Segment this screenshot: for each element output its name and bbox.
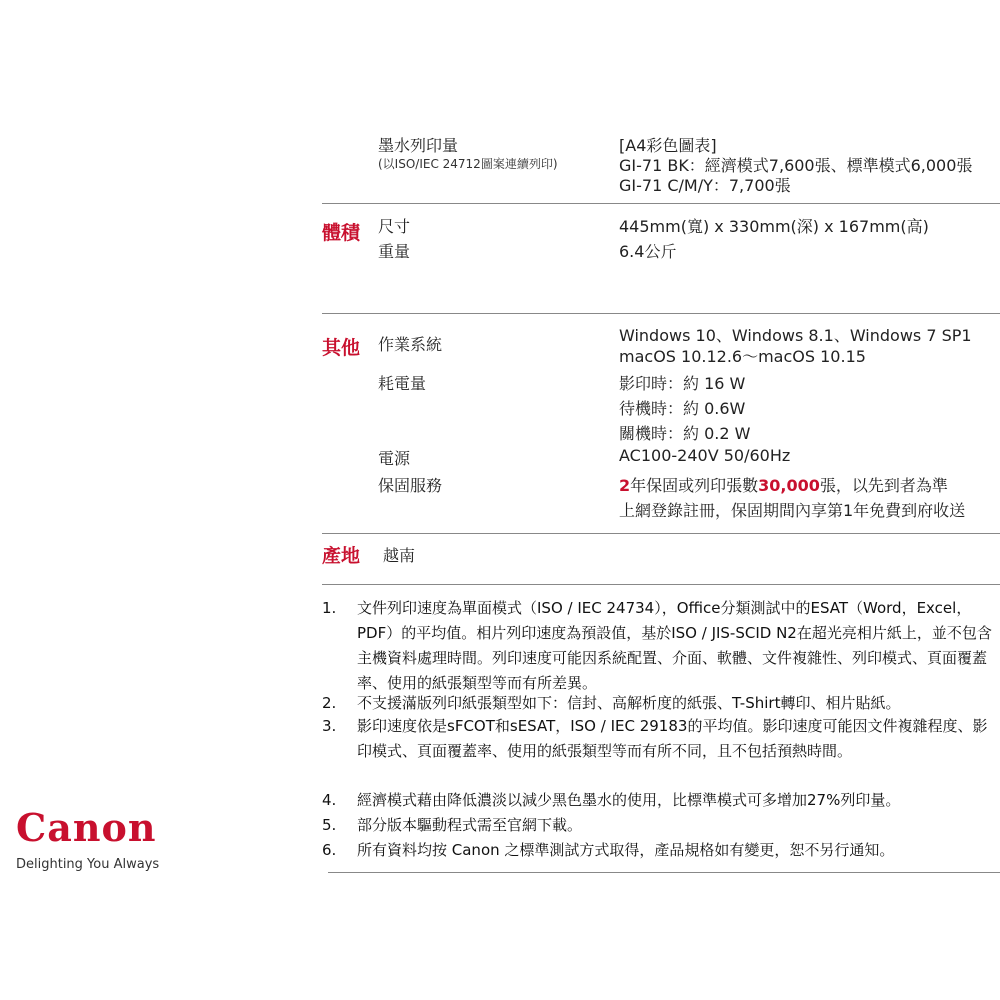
os-label: 作業系統 <box>378 335 443 354</box>
power-line-1: 影印時：約 16 W <box>619 374 746 393</box>
size-label: 尺寸 <box>378 217 411 236</box>
power-source-label: 電源 <box>378 449 411 468</box>
note-number: 6. <box>322 841 337 859</box>
note-number: 3. <box>322 717 337 735</box>
note-number: 1. <box>322 599 337 617</box>
warranty-label: 保固服務 <box>378 476 443 495</box>
os-line-2: macOS 10.12.6～macOS 10.15 <box>619 347 866 366</box>
note-text: 所有資料均按 Canon 之標準測試方式取得，產品規格如有變更，恕不另行通知。 <box>357 841 895 859</box>
note-text: 經濟模式藉由降低濃淡以減少黑色墨水的使用，比標準模式可多增加27%列印量。 <box>357 791 901 809</box>
ink-yield-line-1: [A4彩色圖表] <box>619 136 717 155</box>
os-line-1: Windows 10、Windows 8.1、Windows 7 SP1 <box>619 326 972 345</box>
note-text: 不支援滿版列印紙張類型如下：信封、高解析度的紙張、T-Shirt轉印、相片貼紙。 <box>357 694 901 712</box>
category-volume: 體積 <box>322 222 361 244</box>
warranty-line-2: 上網登錄註冊，保固期間內享第1年免費到府收送 <box>619 501 966 520</box>
warranty-pages: 30,000 <box>758 476 820 495</box>
weight-value: 6.4公斤 <box>619 242 677 261</box>
note-number: 2. <box>322 694 337 712</box>
power-line-3: 關機時：約 0.2 W <box>619 424 751 443</box>
ink-yield-line-2: GI-71 BK：經濟模式7,600張、標準模式6,000張 <box>619 156 973 175</box>
divider <box>322 313 1000 314</box>
weight-label: 重量 <box>378 242 411 261</box>
divider <box>322 584 1000 585</box>
size-value: 445mm(寬) x 330mm(深) x 167mm(高) <box>619 217 929 236</box>
warranty-line-1 <box>619 473 948 496</box>
divider <box>322 203 1000 204</box>
ink-yield-line-3: GI-71 C/M/Y：7,700張 <box>619 176 791 195</box>
power-line-2: 待機時：約 0.6W <box>619 399 746 418</box>
note-text: 影印速度依是sFCOT和sESAT，ISO / IEC 29183的平均值。影印速度可能因文件複雜程度、影印模式、頁面覆蓋率、使用的紙張類型等而有所不同，且不包括預熱時間。 <box>357 717 988 760</box>
divider <box>322 533 1000 534</box>
warranty-text-end: 張，以先到者為準 <box>819 476 948 495</box>
warranty-text: 年保固或列印張數 <box>630 476 759 495</box>
divider <box>328 872 1000 873</box>
category-other: 其他 <box>322 337 361 359</box>
origin-value: 越南 <box>383 546 416 565</box>
ink-yield-sublabel: (以ISO/IEC 24712圖案連續列印) <box>378 157 558 171</box>
power-label: 耗電量 <box>378 374 427 393</box>
ink-yield-label: 墨水列印量 <box>378 136 459 155</box>
category-origin: 產地 <box>322 545 361 567</box>
note-text: 部分版本驅動程式需至官網下載。 <box>357 816 583 834</box>
note-number: 5. <box>322 816 337 834</box>
note-text: 文件列印速度為單面模式（ISO / IEC 24734），Office分類測試中的ESAT（Word，Excel，PDF）的平均值。相片列印速度為預設值，基於ISO / JIS-SCID N2在超光亮相片紙上，並不包含主機資料處理時間。列印速度可能因系統配置、介面、軟體、文件複雜性、列印模式、頁面覆蓋率、使用的紙張類型等而有所差異。 <box>357 599 992 692</box>
warranty-years: 2 <box>619 476 631 495</box>
brand-tagline: Delighting You Always <box>16 857 160 872</box>
note-number: 4. <box>322 791 337 809</box>
canon-logo: Canon <box>16 805 157 850</box>
power-source-value: AC100-240V 50/60Hz <box>619 446 791 465</box>
